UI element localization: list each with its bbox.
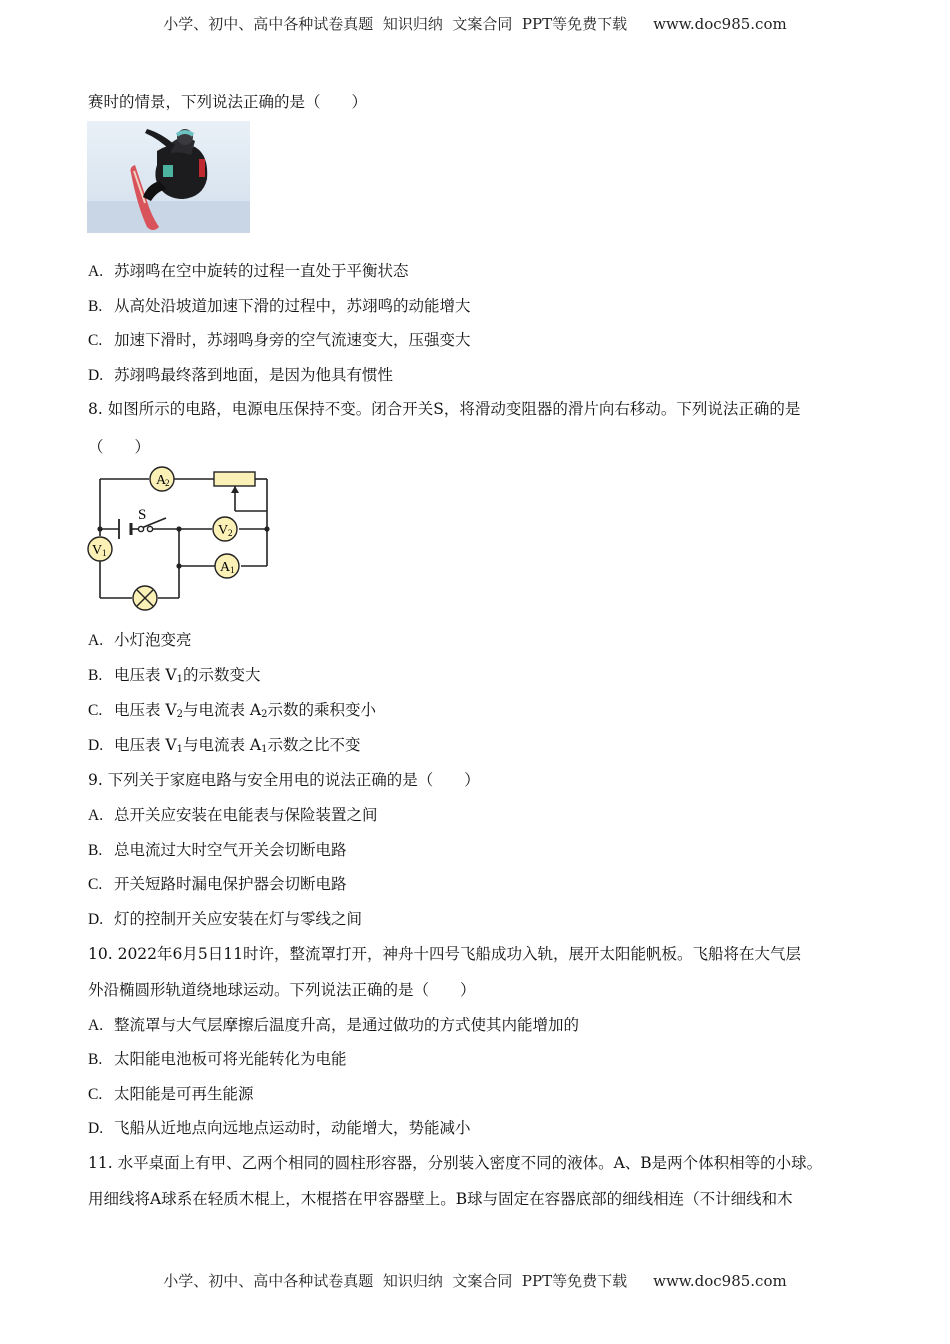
q7-stem: 赛时的情景，下列说法正确的是（ ）	[88, 93, 368, 111]
rheostat-symbol	[214, 472, 255, 486]
ammeter-a1	[215, 554, 239, 578]
q7-option-d[interactable]: D. 苏翊鸣最终落到地面，是因为他具有惯性	[88, 366, 394, 384]
q7-option-b[interactable]: B. 从高处沿坡道加速下滑的过程中，苏翊鸣的动能增大	[88, 297, 471, 315]
q10-stem-line2: 外沿椭圆形轨道绕地球运动。下列说法正确的是（ ）	[88, 981, 476, 999]
q8-paren: （ ）	[88, 438, 151, 456]
header-text: 小学、初中、高中各种试卷真题 知识归纳 文案合同 PPT等免费下载	[163, 15, 628, 33]
q8-option-d[interactable]: D. 电压表 $V_1$与电流表 $A_1$示数之比不变	[88, 736, 361, 755]
q9-option-d[interactable]: D. 灯的控制开关应安装在灯与零线之间	[88, 910, 363, 928]
q10-option-d[interactable]: D. 飞船从近地点向远地点运动时，动能增大，势能减小	[88, 1119, 471, 1137]
snowboarder-photo	[87, 121, 250, 233]
q8-option-a[interactable]: A. 小灯泡变亮	[88, 631, 192, 649]
q9-stem: 9. 下列关于家庭电路与安全用电的说法正确的是（ ）	[88, 771, 480, 789]
svg-text:A: A	[156, 473, 167, 488]
q10-option-b[interactable]: B. 太阳能电池板可将光能转化为电能	[88, 1050, 347, 1068]
voltmeter-v1	[88, 537, 112, 561]
bulb-symbol	[133, 586, 157, 610]
svg-text:1: 1	[230, 565, 235, 575]
q10-stem-line1: 10. 2022年6月5日11时许，整流罩打开，神舟十四号飞船成功入轨，展开太阳能帆板。飞船将在大气层	[88, 945, 801, 963]
q7-option-a[interactable]: A. 苏翊鸣在空中旋转的过程一直处于平衡状态	[88, 262, 409, 280]
page-footer	[0, 1270, 950, 1291]
q7-option-c[interactable]: C. 加速下滑时，苏翊鸣身旁的空气流速变大，压强变大	[88, 331, 471, 349]
header-site-link[interactable]: www.doc985.com	[653, 15, 787, 33]
page-header	[0, 13, 950, 34]
q9-option-b[interactable]: B. 总电流过大时空气开关会切断电路	[88, 841, 347, 859]
ammeter-a2	[150, 467, 174, 491]
footer-text: 小学、初中、高中各种试卷真题 知识归纳 文案合同 PPT等免费下载	[163, 1272, 628, 1290]
q10-option-a[interactable]: A. 整流罩与大气层摩擦后温度升高，是通过做功的方式使其内能增加的	[88, 1016, 580, 1034]
voltmeter-v2	[213, 517, 237, 541]
q8-option-b[interactable]: B. 电压表 $V_1$的示数变大	[88, 666, 261, 685]
q11-stem-line1: 11. 水平桌面上有甲、乙两个相同的圆柱形容器，分别装入密度不同的液体。A、B是两个体积相等的小球。	[88, 1154, 823, 1172]
q11-stem-line2: 用细线将A球系在轻质木棍上，木棍搭在甲容器壁上。B球与固定在容器底部的细线相连（不计细线和木	[88, 1190, 793, 1208]
q9-option-c[interactable]: C. 开关短路时漏电保护器会切断电路	[88, 875, 347, 893]
svg-text:2: 2	[165, 478, 170, 488]
svg-text:2: 2	[228, 528, 233, 538]
q9-option-a[interactable]: A. 总开关应安装在电能表与保险装置之间	[88, 806, 378, 824]
circuit-diagram	[86, 462, 276, 612]
svg-text:1: 1	[102, 548, 107, 558]
svg-text:A: A	[220, 560, 231, 575]
footer-site-link[interactable]: www.doc985.com	[653, 1272, 787, 1290]
q8-option-c[interactable]: C. 电压表 $V_2$与电流表 $A_2$示数的乘积变小	[88, 701, 377, 720]
switch-label: S	[138, 507, 147, 523]
q10-option-c[interactable]: C. 太阳能是可再生能源	[88, 1085, 254, 1103]
svg-text:V: V	[92, 543, 103, 558]
svg-text:V: V	[218, 523, 229, 538]
q8-stem: 8. 如图所示的电路，电源电压保持不变。闭合开关S，将滑动变阻器的滑片向右移动。下列说法正确的是	[88, 400, 801, 418]
